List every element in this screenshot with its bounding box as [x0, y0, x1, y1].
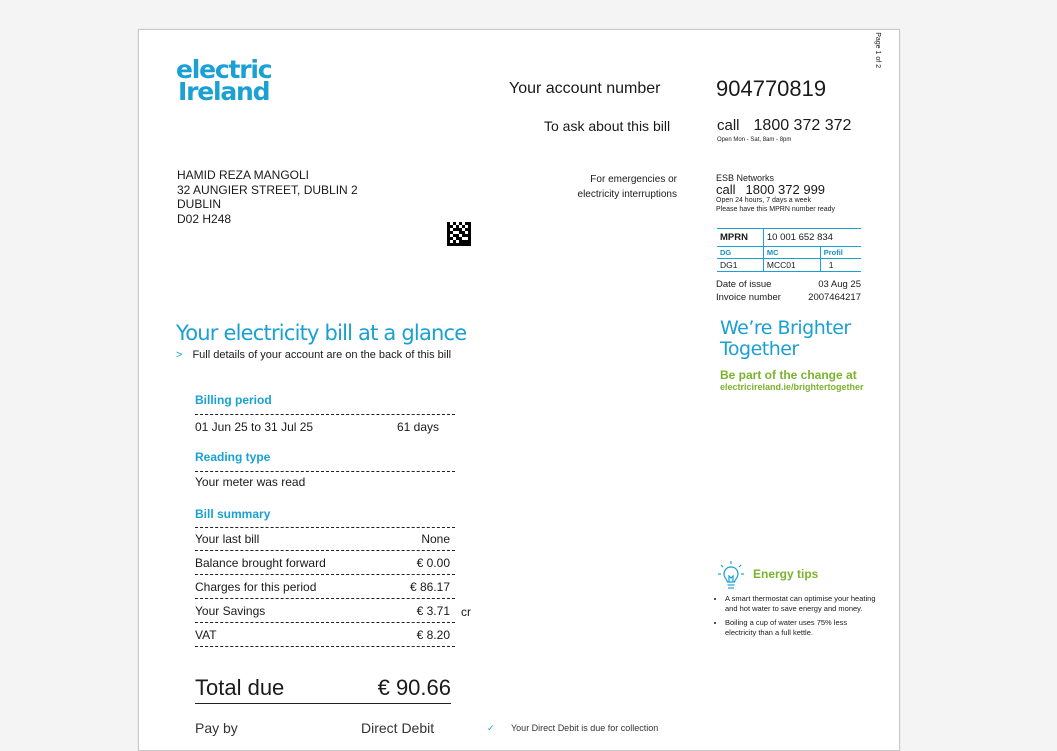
invoice-number-label: Invoice number	[716, 291, 781, 303]
esb-title: ESB Networks	[716, 173, 775, 183]
brighter-line1: We’re Brighter	[720, 317, 851, 339]
glance-subtitle	[176, 349, 451, 361]
mc-value: MCC01	[763, 259, 820, 272]
bill-summary-title: Bill summary	[195, 507, 271, 521]
divider	[195, 471, 455, 472]
issue-details	[716, 279, 861, 304]
tip-item: • Boiling a cup of water uses 75% less electricity than a full kettle.	[725, 618, 877, 637]
tip-item: • A smart thermostat can optimise your heating and hot water to save energy and money.	[725, 594, 877, 613]
billing-period: 01 Jun 25 to 31 Jul 25	[195, 420, 314, 434]
divider	[195, 527, 455, 528]
customer-address	[177, 168, 358, 226]
dg-header: DG	[717, 247, 763, 259]
pay-by-label: Pay by	[195, 720, 238, 736]
esb-call-number: 1800 372 999	[745, 182, 826, 197]
esb-note: Please have this MPRN number ready	[716, 206, 836, 213]
divider	[195, 414, 455, 415]
mprn-table	[717, 228, 861, 272]
invoice-number: 2007464217	[808, 291, 861, 303]
profil-header: Profil	[820, 247, 861, 259]
divider	[195, 598, 455, 599]
mprn-label: MPRN	[717, 229, 763, 247]
brighter-together-title	[720, 318, 851, 360]
emergency-line: For emergencies or	[590, 174, 677, 185]
reading-type: Your meter was read	[195, 475, 306, 489]
logo-line1: electric	[176, 55, 272, 84]
summary-row-amount: € 8.20	[416, 628, 450, 642]
direct-debit-note: Your Direct Debit is due for collection	[511, 723, 659, 733]
logo-line2: Ireland	[178, 77, 270, 106]
summary-row-amount: € 0.00	[416, 556, 450, 570]
energy-tips-title: Energy tips	[753, 567, 819, 581]
lightbulb-icon	[717, 560, 745, 592]
total-underline	[195, 703, 451, 704]
account-number-label: Your account number	[509, 80, 661, 97]
total-due-label: Total due	[195, 675, 285, 700]
esb-phone	[716, 184, 835, 196]
billing-period-title: Billing period	[195, 393, 272, 407]
address-line: DUBLIN	[177, 197, 222, 211]
summary-row-amount: None	[421, 532, 450, 546]
ask-about-bill-label: To ask about this bill	[544, 118, 671, 134]
summary-row-amount: € 3.71	[416, 604, 450, 618]
divider	[195, 574, 455, 575]
brighter-url: electricireland.ie/brightertogether	[720, 382, 864, 392]
date-of-issue-label: Date of issue	[716, 279, 772, 290]
summary-row-label: Balance brought forward	[195, 556, 326, 570]
brighter-line2: Together	[720, 338, 799, 360]
customer-service-phone	[717, 117, 851, 135]
mprn-value: 10 001 652 834	[763, 229, 861, 247]
summary-row-label: Charges for this period	[195, 580, 317, 594]
address-line: D02 H248	[177, 211, 232, 226]
address-line: 32 AUNGIER STREET, DUBLIN 2	[177, 182, 358, 197]
summary-row-label: Your last bill	[195, 532, 260, 546]
address-line: HAMID REZA MANGOLI	[177, 168, 310, 182]
summary-row-label: Your Savings	[195, 604, 266, 618]
emergency-note	[519, 172, 677, 202]
call-word: call	[717, 117, 740, 134]
datamatrix-barcode	[447, 222, 471, 246]
check-icon: ✓	[487, 723, 495, 733]
esb-networks-contact	[716, 172, 835, 214]
esb-hours: Open 24 hours, 7 days a week	[716, 197, 811, 204]
chevron-right-icon: >	[176, 349, 183, 361]
call-number: 1800 372 372	[753, 117, 852, 134]
profil-value: 1	[820, 259, 861, 272]
page-number: Page 1 of 2	[874, 32, 881, 68]
billing-days: 61 days	[397, 420, 440, 434]
total-due-amount: € 90.66	[377, 675, 451, 700]
divider	[195, 646, 455, 647]
date-of-issue: 03 Aug 25	[818, 279, 861, 290]
call-hours: Open Mon - Sat, 8am - 8pm	[717, 137, 792, 143]
payment-method: Direct Debit	[361, 720, 435, 736]
change-text: Be part of the change at	[720, 368, 857, 382]
electric-ireland-logo	[176, 55, 272, 106]
dg-value: DG1	[717, 259, 763, 272]
summary-row-label: VAT	[195, 628, 217, 642]
emergency-line: electricity interruptions	[577, 189, 677, 200]
divider	[195, 550, 455, 551]
energy-tips-list	[717, 594, 877, 642]
glance-title: Your electricity bill at a glance	[176, 321, 467, 345]
credit-suffix: cr	[461, 605, 471, 619]
call-word: call	[716, 182, 736, 197]
mc-header: MC	[763, 247, 820, 259]
summary-row-amount: € 86.17	[409, 580, 450, 594]
reading-type-title: Reading type	[195, 450, 271, 464]
divider	[195, 622, 455, 623]
bill-page	[138, 29, 900, 751]
account-number: 904770819	[716, 76, 827, 101]
glance-subtitle-text: Full details of your account are on the back of this bill	[192, 349, 452, 361]
